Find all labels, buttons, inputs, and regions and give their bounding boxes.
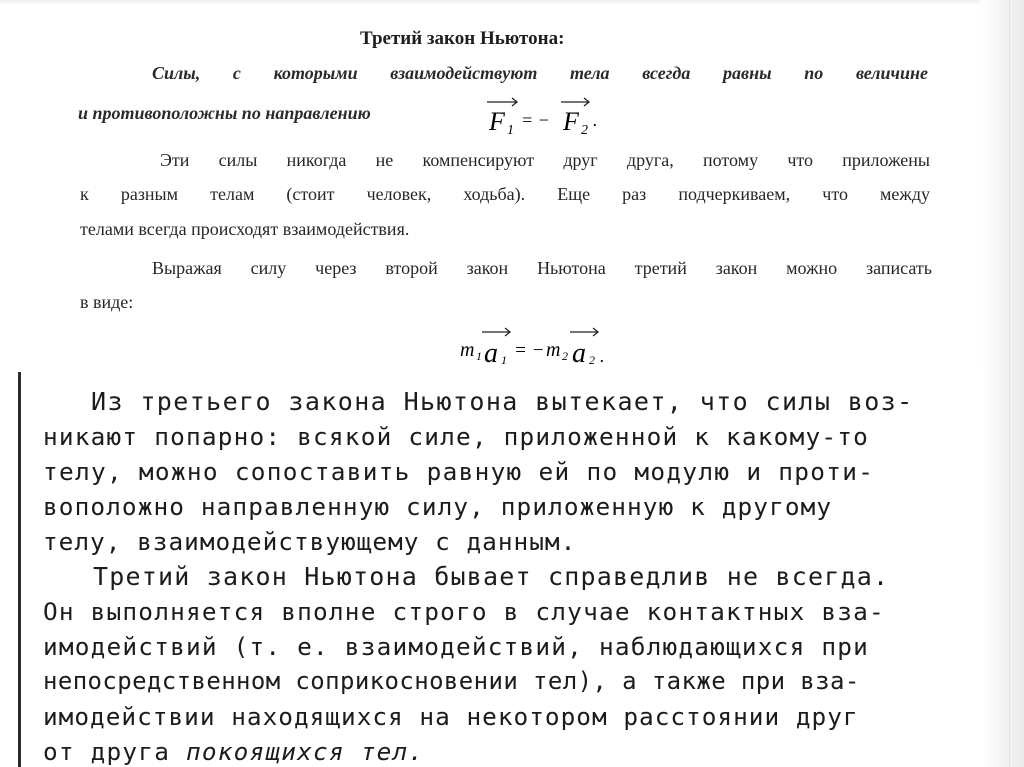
body-line-3: телами всегда происходят взаимодействия.	[80, 219, 410, 239]
scan-line-6: Третий закон Ньютона бывает справедлив не всегда.	[93, 562, 890, 591]
typed-fragment	[0, 0, 1024, 372]
scan-line-4: воположно направленную силу, приложенную к другому	[43, 492, 833, 521]
subscript-m1: 1	[476, 349, 482, 363]
scan-line-3: телу, можно сопоставить равную ей по модулю и проти-	[43, 457, 875, 486]
scan-line-2: никают попарно: всякой силе, приложенной к какому-то	[43, 422, 869, 451]
body-line-5: в виде:	[80, 292, 134, 312]
equals-minus: = −	[521, 110, 550, 130]
section-title: Третий закон Ньютона:	[360, 28, 565, 49]
symbol-a1: a	[484, 338, 498, 369]
symbol-m1: m	[460, 339, 475, 361]
body-line-4: Выражая силу через второй закон Ньютона третий закон можно записать	[152, 258, 932, 278]
symbol-f1: F	[489, 107, 505, 136]
scan-line-10: имодействии находящихся на некотором расстоянии друг	[43, 702, 859, 731]
subscript-a2: 2	[589, 353, 595, 367]
law-statement-line2: и противоположны по направлению	[78, 103, 371, 123]
formula-newton-second-law	[458, 326, 648, 370]
body-line-2: к разным телам (стоит человек, ходьба). Еще раз подчеркиваем, что между	[80, 184, 930, 204]
scan-line-8: имодействий (т. е. взаимодействий, наблюдающихся при	[43, 632, 869, 661]
scan-line-11-plain: от друга	[43, 737, 186, 766]
symbol-m2: m	[546, 339, 561, 361]
scan-line-1: Из третьего закона Ньютона вытекает, что силы воз-	[91, 387, 914, 416]
symbol-a2: a	[572, 338, 586, 369]
scan-line-5: телу, взаимодействующему с данным.	[43, 527, 577, 556]
scan-line-7: Он выполняется вполне строго в случае контактных вза-	[43, 597, 885, 626]
subscript-m2: 2	[562, 349, 568, 363]
equals-minus-2: = −	[514, 340, 545, 361]
book-scan-fragment	[18, 372, 983, 767]
subscript-2: 2	[581, 123, 588, 138]
law-statement-line1: Силы, с которыми взаимодействуют тела всегда равны по величине	[152, 63, 928, 83]
formula-force-svg	[485, 96, 625, 138]
formula-ma-svg	[458, 326, 648, 370]
formula-period-2: .	[600, 346, 605, 366]
subscript-1: 1	[507, 123, 514, 138]
formula-period: .	[593, 110, 598, 130]
symbol-f2: F	[563, 107, 579, 136]
subscript-a1: 1	[501, 353, 507, 367]
scan-line-11-italic: покоящихся тел.	[185, 737, 425, 766]
body-line-1: Эти силы никогда не компенсируют друг друга, потому что приложены	[160, 150, 930, 170]
formula-force-equality	[485, 96, 625, 138]
scan-line-9: непосредственном соприкосновении тел), а также при вза-	[43, 667, 860, 695]
scan-line-11	[43, 737, 424, 766]
